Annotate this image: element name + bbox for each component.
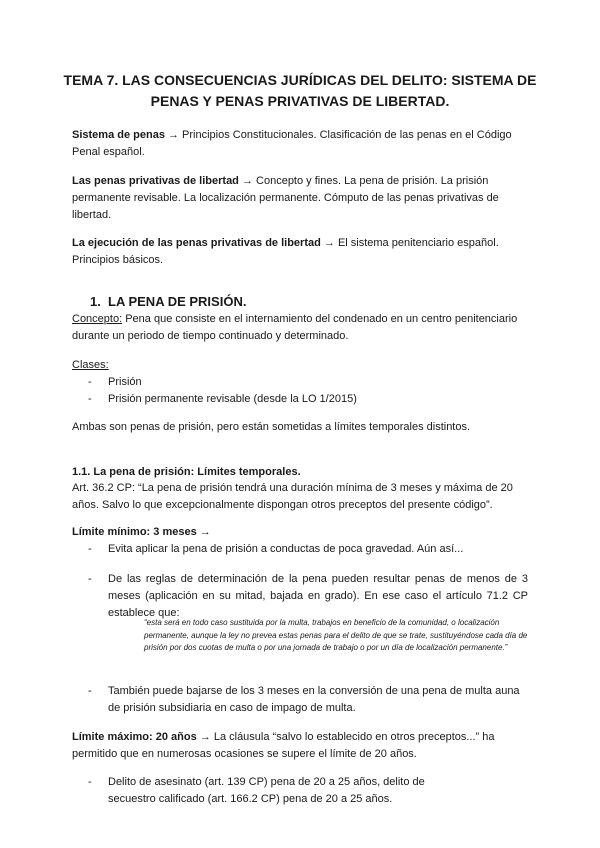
- minimo-list-b: [88, 571, 528, 622]
- concepto-text: Pena que consiste en el internamiento del condenado en un centro penitenciario durante un periodo de tiempo continuado y determinado.: [72, 313, 518, 342]
- clases-label: Clases:: [72, 359, 109, 371]
- concepto-label: Concepto:: [72, 313, 123, 325]
- clases-list: [88, 374, 528, 408]
- intro-paragraph-2: [72, 173, 532, 224]
- document-title: TEMA 7. LAS CONSECUENCIAS JURÍDICAS DEL DELITO: SISTEMA DE PENAS Y PENAS PRIVATIVAS DE LIBERTAD.: [63, 72, 537, 109]
- limite-minimo-label: Límite mínimo: 3 meses →: [72, 526, 211, 538]
- intro-text-3: → El sistema penitenciario español. Principios básicos.: [72, 237, 499, 266]
- art-36-paragraph: Art. 36.2 CP: “La pena de prisión tendrá una duración mínima de 3 meses y máxima de 20 años. Salvo lo que excepcionalmente dispongan otros preceptos del presente código”.: [72, 482, 513, 511]
- list-item: - De las reglas de determinación de la pena pueden resultar penas de menos de 3 meses (aplicación en su mitad, bajada en grado). En ese caso el artículo 71.2 CP establece que:: [88, 571, 528, 622]
- ambas-paragraph: Ambas son penas de prisión, pero están sometidas a límites temporales distintos.: [72, 421, 471, 433]
- intro-label-2: Las penas privativas de libertad: [72, 175, 239, 187]
- section-1-title: LA PENA DE PRISIÓN.: [108, 294, 247, 309]
- section-1-heading: [90, 294, 246, 309]
- list-item: - Prisión: [88, 374, 528, 391]
- intro-paragraph-1: [72, 127, 532, 161]
- intro-label-1: Sistema de penas: [72, 129, 165, 141]
- art-71-quote: “esta será en todo caso sustituida por la multa, trabajos en beneficio de la comunidad, o localización permanente, aunque la ley no prevea estas penas para el delito de que se trate, sustituyéndose cada día de prisión por dos cuotas de multa o por una jornada de trabajo o por un día de localización permanente.”: [144, 618, 528, 652]
- intro-text-1: → Principios Constitucionales. Clasificación de las penas en el Código Penal español.: [72, 129, 512, 158]
- limite-maximo-label: Límite máximo: 20 años: [72, 731, 197, 743]
- section-1-number: 1.: [90, 294, 101, 309]
- intro-text-2: → Concepto y fines. La pena de prisión. La prisión permanente revisable. La localización permanente. Cómputo de las penas privativas de libertad.: [72, 175, 499, 221]
- limite-maximo-text: → La cláusula “salvo lo establecido en otros preceptos...” ha permitido que en numerosas ocasiones se supere el límite de 20 años.: [72, 731, 495, 760]
- list-item: - También puede bajarse de los 3 meses en la conversión de una pena de multa auna de prisión subsidiaria en caso de impago de multa.: [88, 683, 528, 717]
- intro-label-3: La ejecución de las penas privativas de libertad: [72, 237, 321, 249]
- concepto-paragraph: [72, 311, 532, 345]
- limite-maximo-paragraph: [72, 729, 532, 763]
- list-item: - Prisión permanente revisable (desde la LO 1/2015): [88, 391, 528, 408]
- minimo-list-c: [88, 683, 528, 717]
- minimo-list-a: [88, 541, 528, 558]
- list-item: - Delito de asesinato (art. 139 CP) pena de 20 a 25 años, delito de secuestro calificado (art. 166.2 CP) pena de 20 a 25 años.: [88, 774, 448, 808]
- list-item: - Evita aplicar la pena de prisión a conductas de poca gravedad. Aún así...: [88, 541, 528, 558]
- intro-paragraph-3: [72, 235, 532, 269]
- maximo-list: [88, 774, 448, 808]
- section-1-1-heading: 1.1. La pena de prisión: Límites temporales.: [72, 466, 301, 478]
